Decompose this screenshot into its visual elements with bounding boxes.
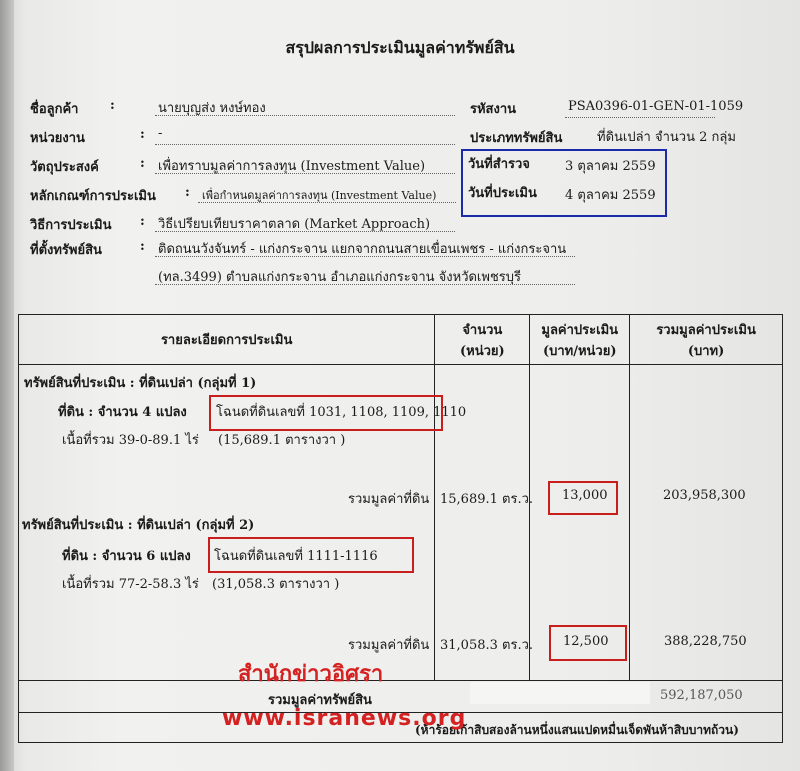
unit-value: - [158,126,163,141]
group-1-deed-highlight [209,395,443,431]
grand-total-value: 592,187,050 [660,688,743,703]
col-details-header: รายละเอียดการประเมิน [19,315,435,365]
binding-edge [0,0,14,771]
survey-date-value: 3 ตุลาคม 2559 [565,159,656,174]
customer-label: ชื่อลูกค้า [30,102,79,117]
group-2-heading: ทรัพย์สินที่ประเมิน : ที่ดินเปล่า (กลุ่มที่ 2) [22,518,255,533]
col-qty-header: จำนวน (หน่วย) [435,315,530,365]
location-line-2: (ทล.3499) ตำบลแก่งกระจาน อำเภอแก่งกระจาน จังหวัดเพชรบุรี [158,270,521,285]
group-2-deed-highlight [208,537,414,573]
location-label: ที่ตั้งทรัพย์สิน [30,243,102,258]
group-2-deed: โฉนดที่ดินเลขที่ 1111-1116 [214,549,378,564]
survey-date-label: วันที่สำรวจ [468,157,530,172]
code-label: รหัสงาน [470,102,517,117]
group-2-area-sqw: (31,058.3 ตารางวา ) [212,577,340,592]
col-total-header: รวมมูลค่าประเมิน (บาท) [630,315,783,365]
grand-total-words: (ห้าร้อยเก้าสิบสองล้านหนึ่งแสนแปดหมื่นเจ็ดพันห้าสิบบาทถ้วน) [415,723,739,737]
code-value: PSA0396-01-GEN-01-1059 [568,99,744,114]
method-value: วิธีเปรียบเทียบราคาตลาด (Market Approach) [158,217,431,232]
date-highlight-box [461,149,667,217]
group-1-total: 203,958,300 [663,488,746,503]
watermark-url: www.isranews.org [222,706,467,731]
group-1-area-sqw: (15,689.1 ตารางวา ) [218,433,346,448]
group-2-qty: 31,058.3 ตร.ว. [440,638,534,653]
redaction-patch [470,682,650,704]
criteria-value: เพื่อกำหนดมูลค่าการลงทุน (Investment Value) [202,189,437,202]
colon: : [140,239,145,254]
appraisal-date-label: วันที่ประเมิน [468,186,537,201]
colon: : [110,98,115,113]
customer-value: นายบุญส่ง หงษ์ทอง [158,101,266,116]
group-1-price-highlight [548,481,618,515]
col-price-header: มูลค่าประเมิน (บาท/หน่วย) [530,315,630,365]
group-2-price-highlight [549,625,627,661]
group-2-area: เนื้อที่รวม 77-2-58.3 ไร่ [62,577,199,592]
asset-type-value: ที่ดินเปล่า จำนวน 2 กลุ่ม [597,130,736,145]
group-1-area: เนื้อที่รวม 39-0-89.1 ไร่ [62,433,199,448]
group-1-deed: โฉนดที่ดินเลขที่ 1031, 1108, 1109, 1110 [216,405,467,420]
group-2-land-label: ที่ดิน : จำนวน 6 แปลง [62,549,191,564]
purpose-value: เพื่อทราบมูลค่าการลงทุน (Investment Value) [158,159,426,174]
criteria-label: หลักเกณฑ์การประเมิน [30,189,156,204]
asset-type-label: ประเภททรัพย์สิน [470,131,563,146]
colon: : [185,185,190,200]
group-1-price: 13,000 [562,488,608,503]
colon: : [140,156,145,171]
group-2-total: 388,228,750 [664,634,747,649]
appraisal-date-value: 4 ตุลาคม 2559 [565,188,656,203]
group-1-sum-label: รวมมูลค่าที่ดิน [348,492,430,507]
group-1-land-label: ที่ดิน : จำนวน 4 แปลง [58,405,187,420]
group-2-price: 12,500 [563,634,609,649]
colon: : [140,127,145,142]
grand-total-label: รวมมูลค่าทรัพย์สิน [268,693,372,708]
colon: : [140,214,145,229]
watermark-name: สำนักข่าวอิศรา [238,662,384,687]
group-1-heading: ทรัพย์สินที่ประเมิน : ที่ดินเปล่า (กลุ่มที่ 1) [24,376,257,391]
purpose-label: วัตถุประสงค์ [30,160,99,175]
group-2-sum-label: รวมมูลค่าที่ดิน [348,638,430,653]
group-1-qty: 15,689.1 ตร.ว. [440,492,534,507]
location-line-1: ติดถนนวังจันทร์ - แก่งกระจาน แยกจากถนนสายเขื่อนเพชร - แก่งกระจาน [158,242,567,257]
unit-label: หน่วยงาน [30,131,85,146]
page-title: สรุปผลการประเมินมูลค่าทรัพย์สิน [285,38,515,57]
method-label: วิธีการประเมิน [30,218,112,233]
